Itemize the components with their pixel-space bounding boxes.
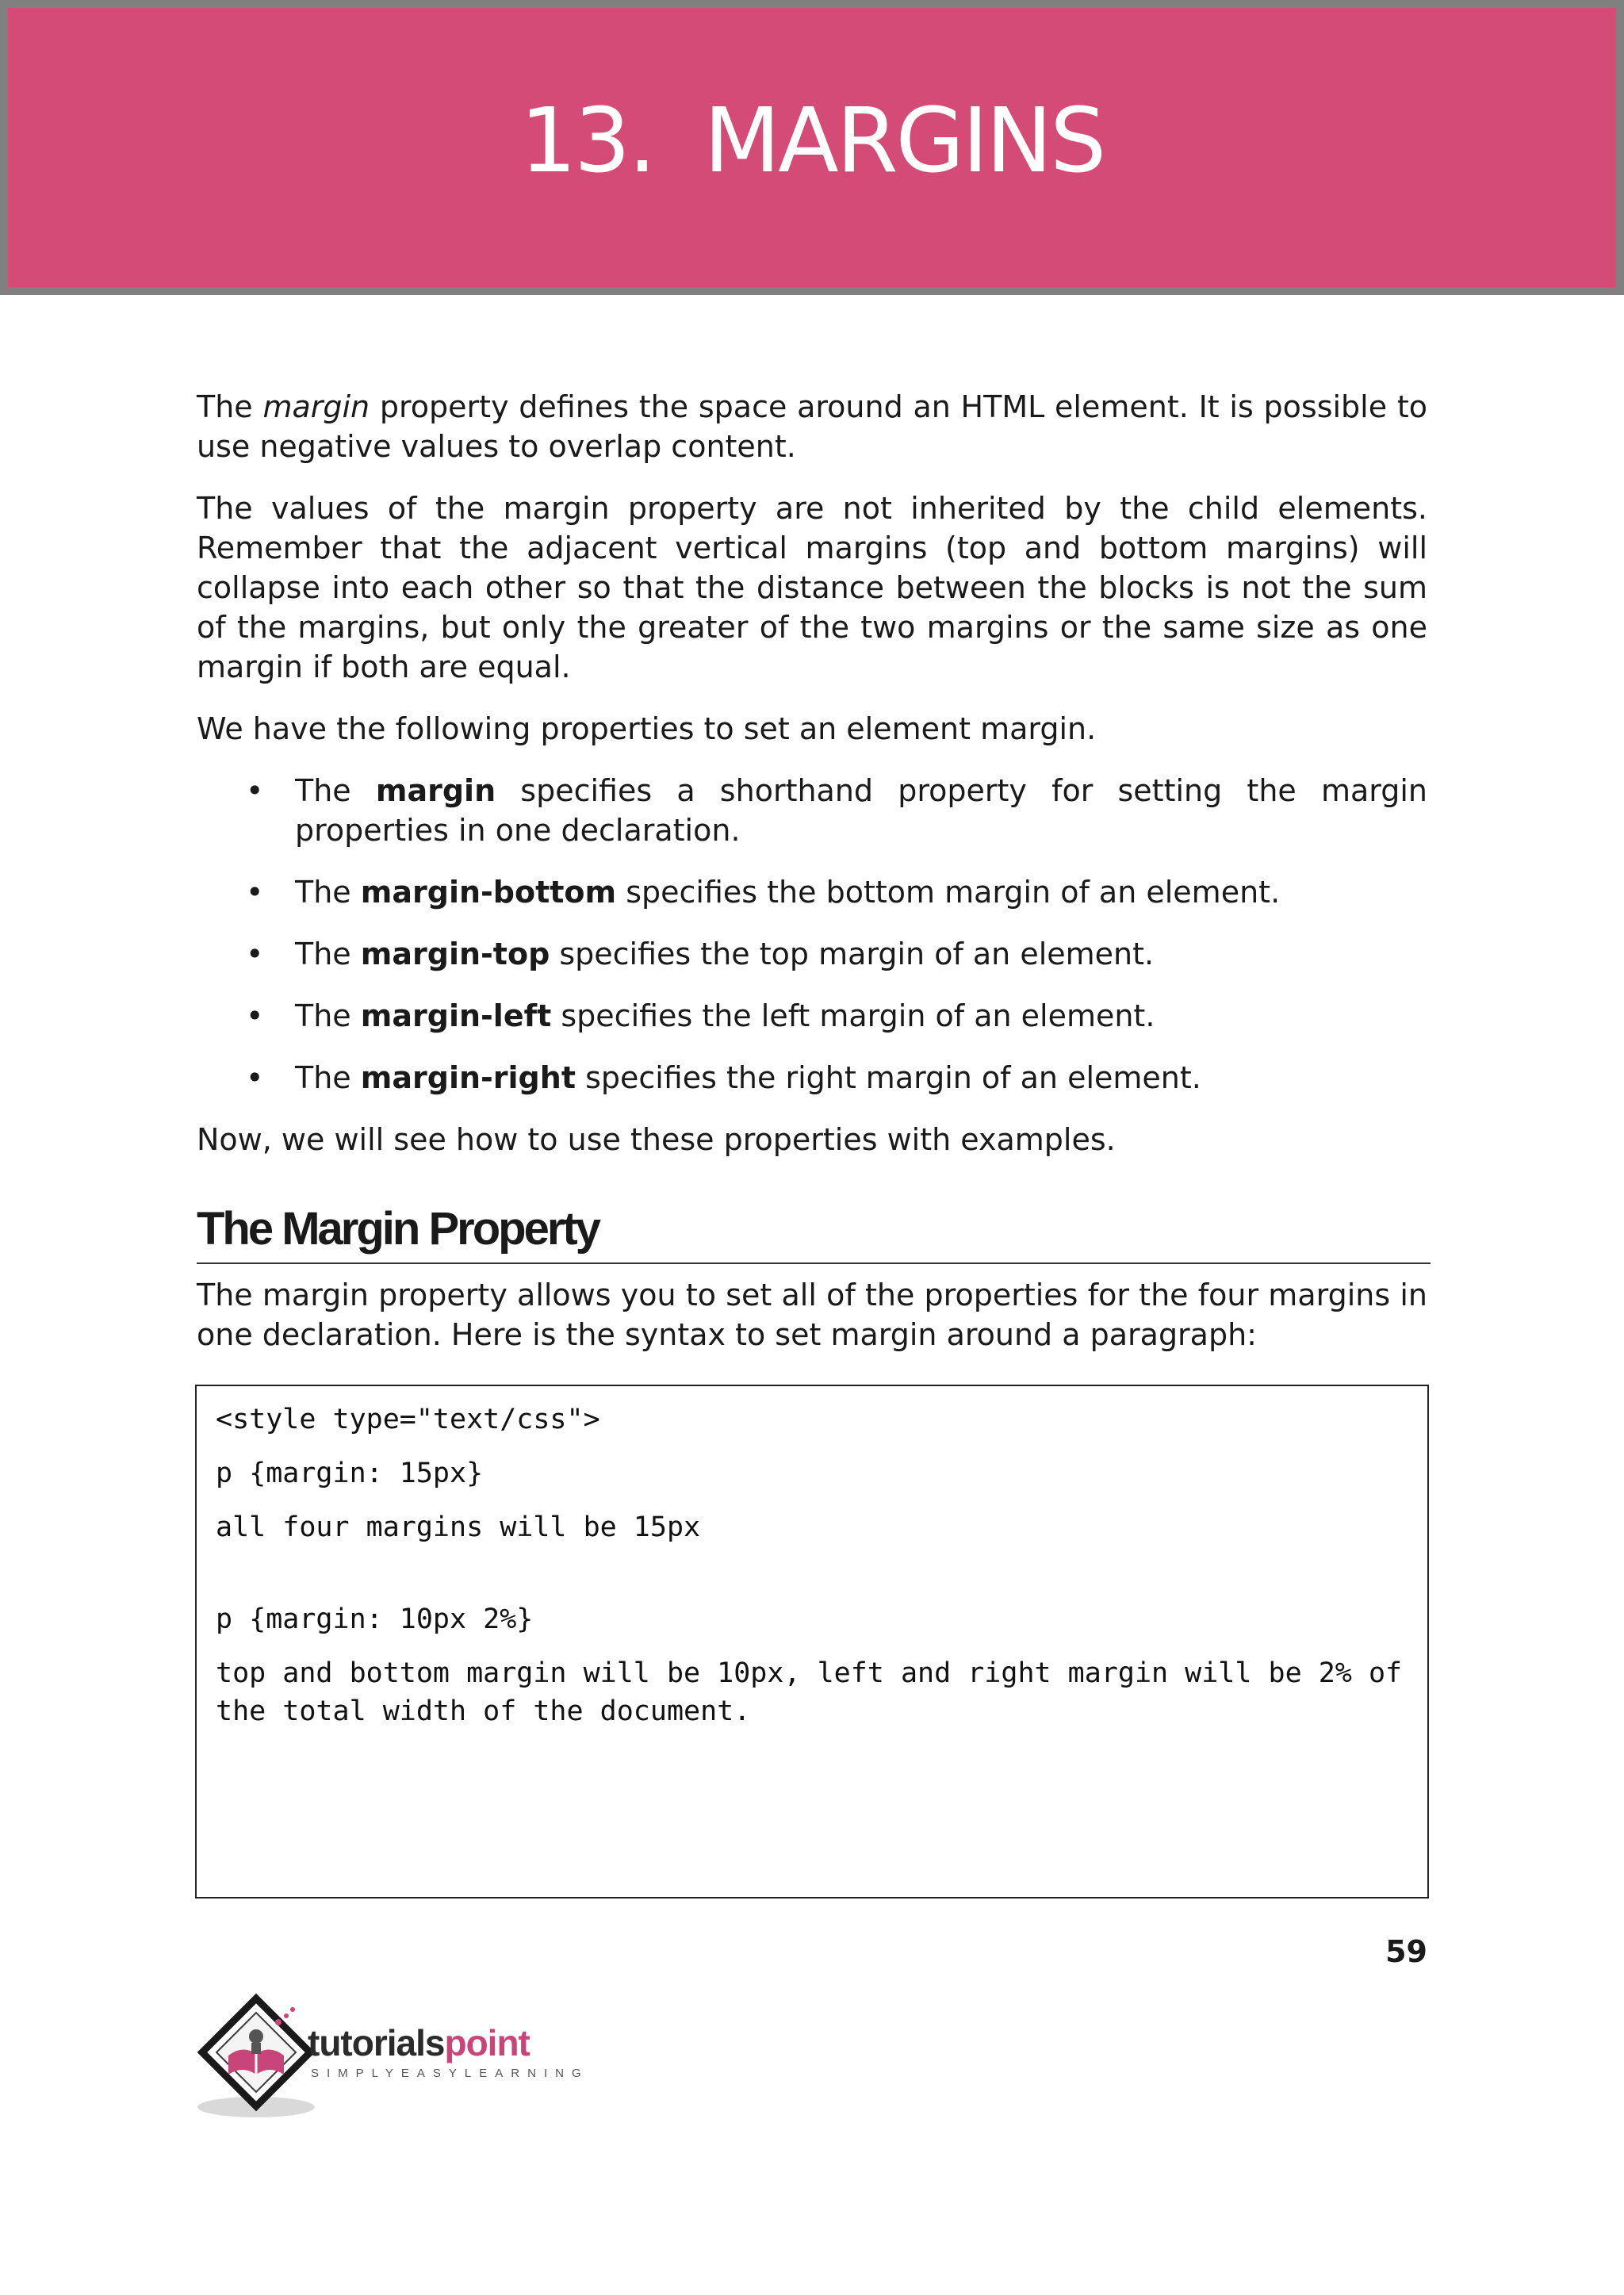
logo-tagline: SIMPLYEASYLEARNING xyxy=(311,2067,589,2080)
code-line: p {margin: 15px} xyxy=(216,1458,484,1489)
tutorialspoint-book-diamond-icon xyxy=(197,1992,316,2119)
list-item xyxy=(197,996,1427,1036)
list-item-description: specifies the right margin of an element. xyxy=(575,1060,1201,1095)
intro-paragraph-2: The values of the margin property are not inherited by the child elements. Remember that the adjacent vertical margins (top and bottom margins) will collapse into each other so that the distance between the blocks is not the sum of the margins, but only the greater of the two margins or the same size as one margin if both are equal. xyxy=(197,491,1427,684)
page-content xyxy=(197,387,1427,1377)
margin-properties-list xyxy=(197,771,1427,1098)
property-name: margin-bottom xyxy=(360,875,617,910)
intro-paragraph-3: We have the following properties to set an element margin. xyxy=(197,711,1097,746)
code-line: top and bottom margin will be 10px, left and right margin will be 2% of the total width of the document. xyxy=(216,1657,1419,1727)
tutorialspoint-logo xyxy=(197,1992,609,2119)
bullet-icon: • xyxy=(246,773,264,808)
list-item-description: specifies the left margin of an element. xyxy=(551,998,1155,1033)
margin-italic-term: margin xyxy=(262,389,370,424)
intro-paragraph-1 xyxy=(197,387,1427,466)
code-line: all four margins will be 15px xyxy=(216,1511,701,1543)
logo-wordmark xyxy=(308,2021,530,2065)
property-name: margin-top xyxy=(360,937,550,971)
list-item-prefix: The xyxy=(295,937,361,971)
bullet-icon: • xyxy=(246,875,264,910)
code-blank-line xyxy=(216,1562,1408,1600)
section-paragraph: The margin property allows you to set all of the properties for the four margins in one declaration. Here is the syntax to set margin around a paragraph: xyxy=(197,1278,1427,1352)
intro-text-start: The xyxy=(197,389,263,424)
intro-text-end: property defines the space around an HTML element. It is possible to use negative values to overlap content. xyxy=(197,389,1428,464)
chapter-title: 13. MARGINS xyxy=(519,90,1105,193)
list-item-prefix: The xyxy=(295,875,361,910)
code-example-box xyxy=(195,1385,1429,1898)
logo-word-pink: point xyxy=(444,2022,530,2063)
bullet-icon: • xyxy=(246,1060,264,1095)
list-item-prefix: The xyxy=(295,998,361,1033)
list-item-description: specifies the bottom margin of an element. xyxy=(616,875,1281,910)
list-item xyxy=(197,872,1427,912)
property-name: margin-left xyxy=(360,998,552,1033)
property-name: margin-right xyxy=(360,1060,576,1095)
logo-word-dark: tutorials xyxy=(308,2022,445,2063)
list-item-prefix: The xyxy=(295,773,376,808)
list-item-description: specifies a shorthand property for setting the margin properties in one declaration. xyxy=(295,773,1427,848)
bullet-icon: • xyxy=(246,998,264,1033)
section-heading: The Margin Property xyxy=(197,1201,1431,1264)
list-item xyxy=(197,1058,1427,1098)
bullet-icon: • xyxy=(246,937,264,971)
property-name: margin xyxy=(375,773,496,808)
list-item-prefix: The xyxy=(295,1060,361,1095)
list-item xyxy=(197,934,1427,974)
page-number: 59 xyxy=(1385,1934,1427,1969)
list-item xyxy=(197,771,1427,850)
list-item-description: specifies the top margin of an element. xyxy=(550,937,1155,971)
examples-intro: Now, we will see how to use these properties with examples. xyxy=(197,1122,1116,1157)
code-line: p {margin: 10px 2%} xyxy=(216,1603,534,1635)
code-line: <style type="text/css"> xyxy=(216,1404,600,1435)
